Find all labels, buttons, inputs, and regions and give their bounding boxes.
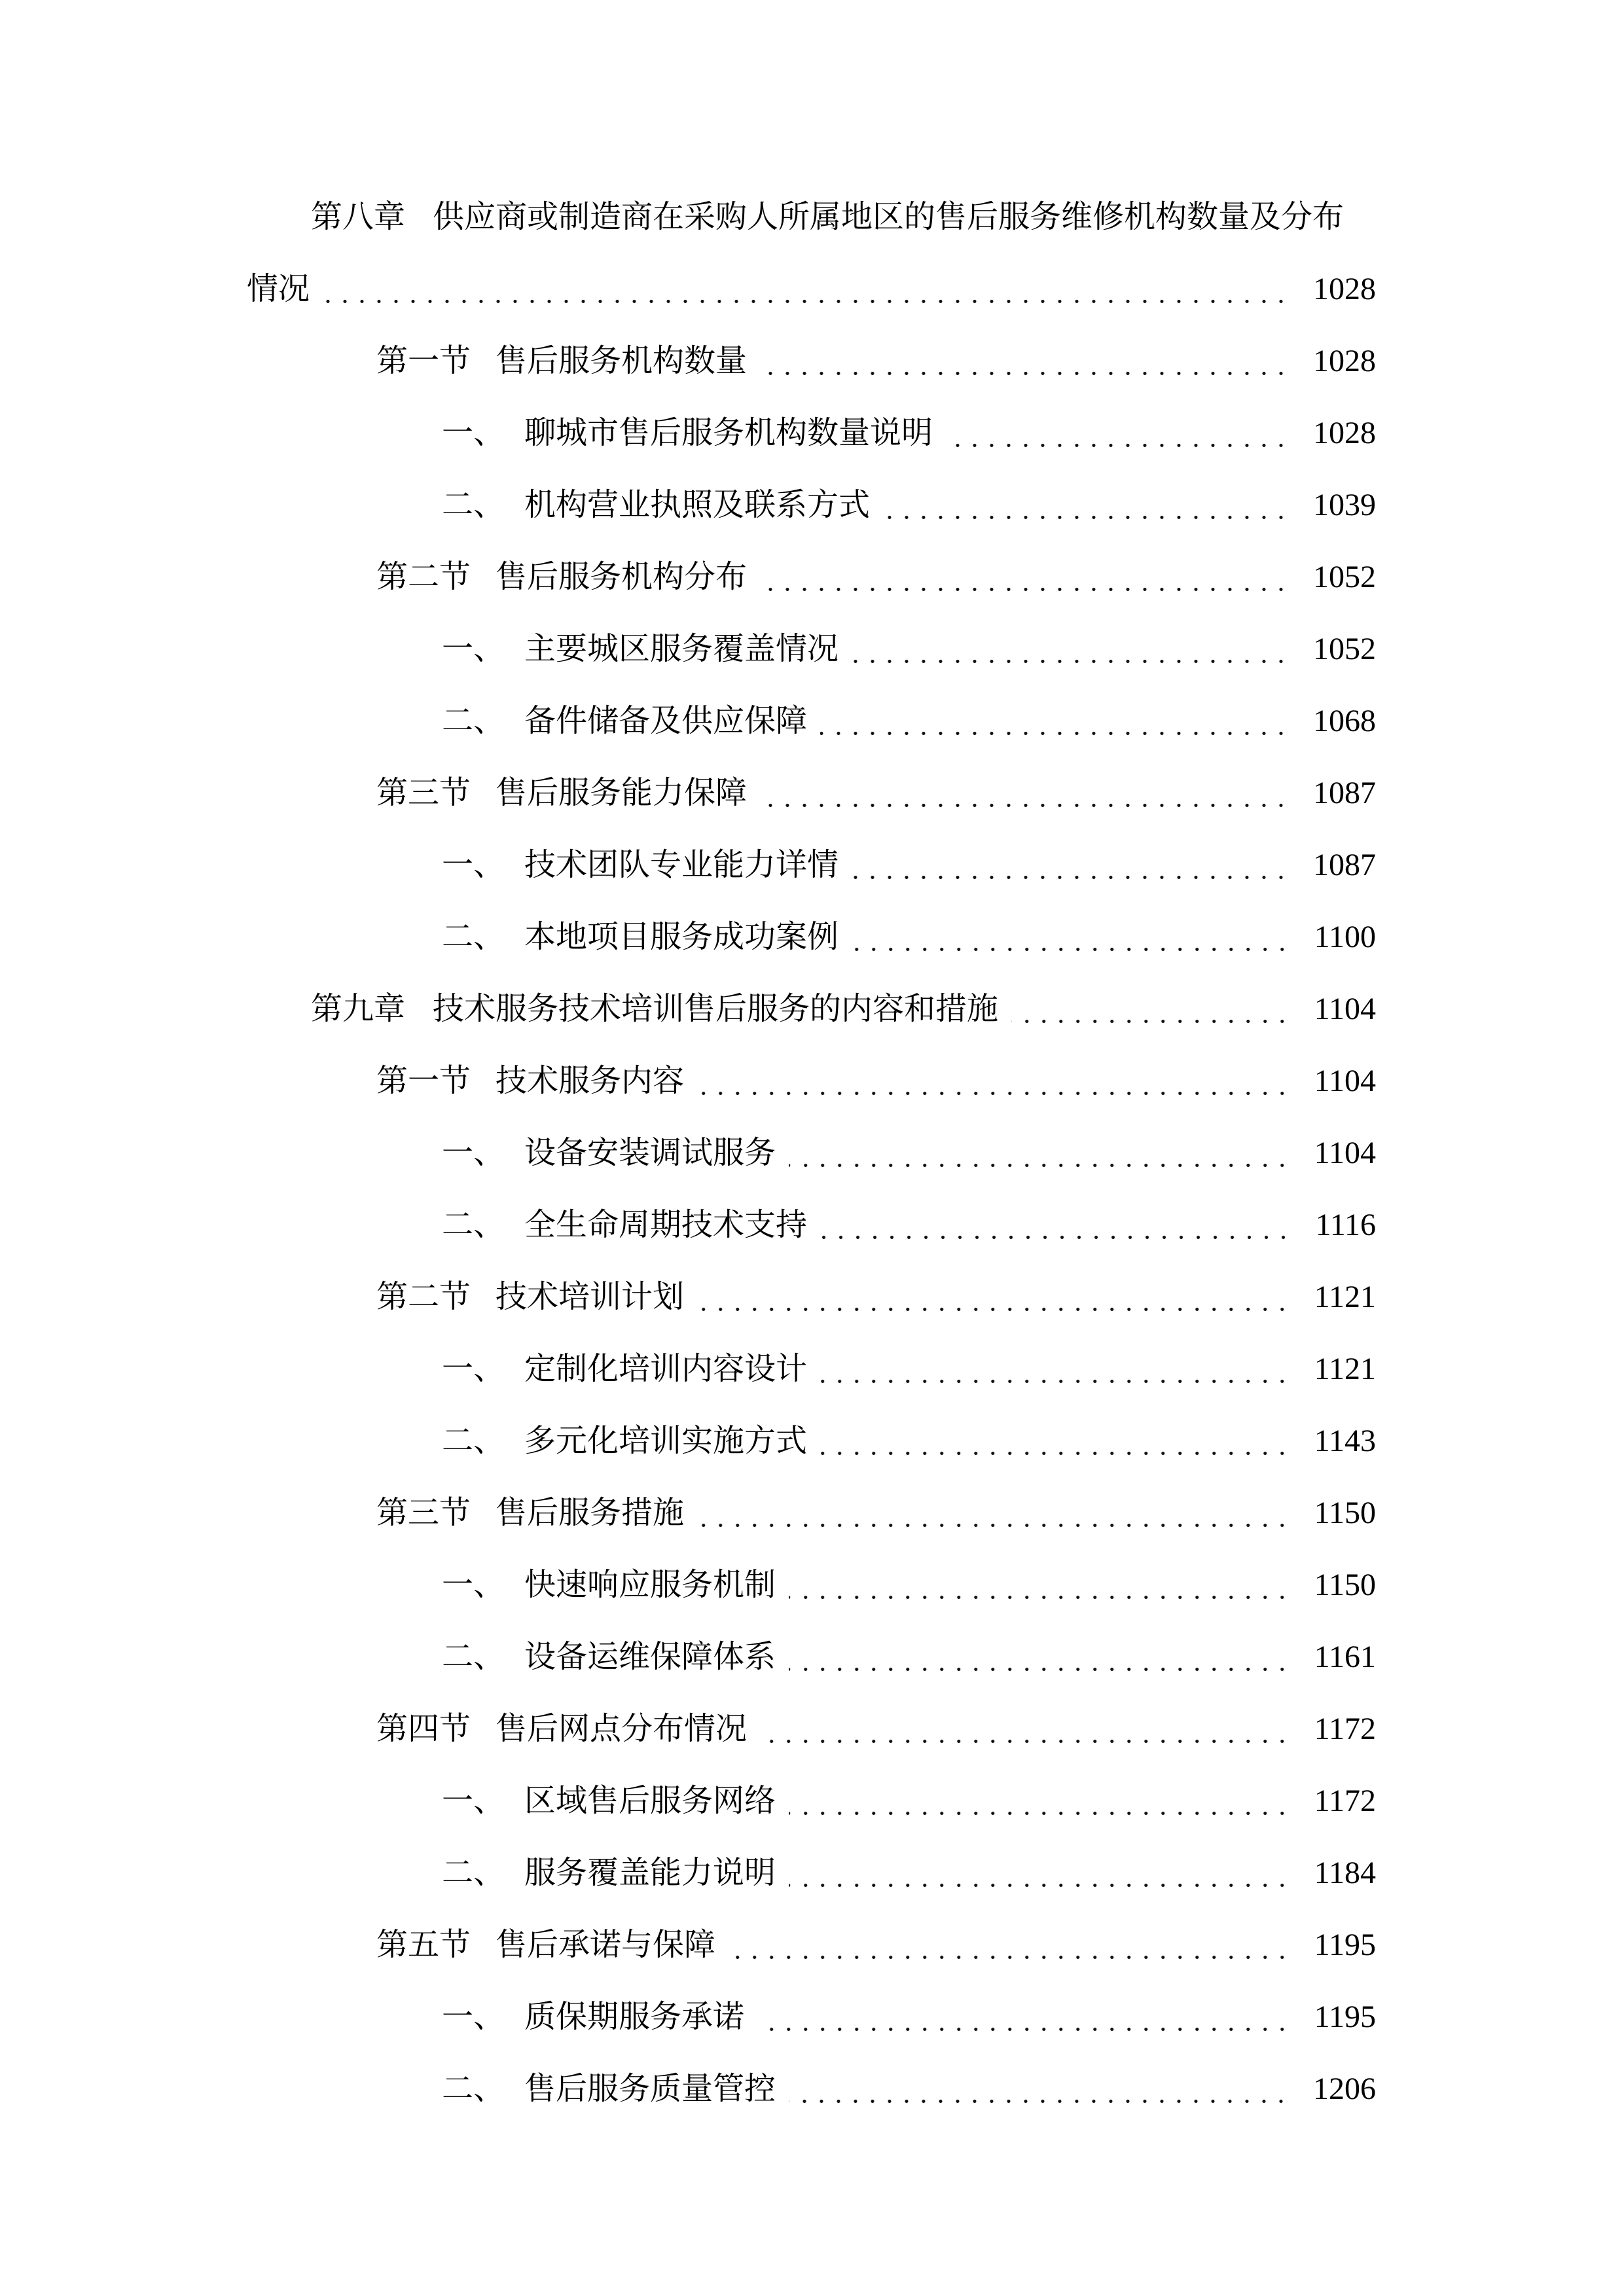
dot-leader	[760, 1693, 1291, 1765]
page-number: 1104	[1314, 992, 1376, 1026]
page-number: 1100	[1314, 920, 1376, 954]
item-label: 二、	[442, 1208, 505, 1242]
page-number: 1052	[1313, 632, 1376, 666]
dot-leader	[757, 1981, 1291, 2053]
item-label: 一、	[442, 1352, 505, 1386]
page-number: 1195	[1314, 1928, 1376, 1962]
entry-title: 聊城市售后服务机构数量说明	[524, 416, 933, 450]
item-label: 一、	[442, 2000, 505, 2034]
toc-line-section	[247, 1693, 1376, 1765]
dot-leader	[789, 1621, 1291, 1693]
dot-leader	[852, 613, 1290, 685]
toc-line-item	[247, 1333, 1376, 1405]
entry-title: 全生命周期技术支持	[524, 1208, 808, 1242]
section-label: 第一节	[376, 1064, 471, 1098]
section-label: 第五节	[376, 1928, 471, 1962]
dot-leader	[820, 1405, 1291, 1477]
page-number: 1052	[1313, 560, 1376, 594]
dot-leader	[820, 685, 1290, 757]
entry-title: 售后服务机构数量	[496, 344, 748, 378]
page-number: 1028	[1313, 272, 1376, 306]
item-label: 二、	[442, 704, 505, 738]
toc-line-item	[247, 1189, 1376, 1261]
toc-line-item	[247, 1837, 1376, 1909]
item-label: 二、	[442, 488, 505, 522]
section-label: 第二节	[376, 560, 471, 594]
page-number: 1195	[1314, 2000, 1376, 2034]
dot-leader	[760, 541, 1290, 613]
page-number: 1184	[1314, 1856, 1376, 1890]
chapter-label: 第九章	[311, 992, 406, 1026]
section-label: 第三节	[376, 776, 471, 810]
item-label: 二、	[442, 1424, 505, 1458]
entry-title: 售后网点分布情况	[496, 1712, 748, 1746]
entry-title: 备件储备及供应保障	[524, 704, 808, 738]
item-label: 一、	[442, 416, 505, 450]
toc-line-chapter-8	[247, 181, 1376, 253]
entry-title: 售后服务能力保障	[496, 776, 748, 810]
entry-title: 设备运维保障体系	[524, 1640, 776, 1674]
toc-line-section	[247, 1909, 1376, 1981]
toc-line-item	[247, 1981, 1376, 2053]
page-number: 1028	[1313, 416, 1376, 450]
dot-leader	[852, 901, 1291, 973]
dot-leader	[789, 1765, 1291, 1837]
page-number: 1039	[1313, 488, 1376, 522]
dot-leader	[697, 1045, 1291, 1117]
page-number: 1104	[1314, 1064, 1376, 1098]
page-number: 1121	[1314, 1352, 1376, 1386]
page-number: 1116	[1315, 1208, 1376, 1242]
entry-title: 售后服务措施	[496, 1496, 685, 1530]
entry-title: 技术服务内容	[496, 1064, 685, 1098]
page-number: 1087	[1313, 848, 1376, 882]
toc-line-item	[247, 685, 1376, 757]
toc-line-item	[247, 901, 1376, 973]
toc-line-item	[247, 469, 1376, 541]
entry-title: 服务覆盖能力说明	[524, 1856, 776, 1890]
entry-title: 本地项目服务成功案例	[524, 920, 839, 954]
dot-leader	[946, 397, 1290, 469]
entry-title: 设备安装调试服务	[524, 1136, 776, 1170]
toc-line-section	[247, 325, 1376, 397]
entry-title: 区域售后服务网络	[524, 1784, 776, 1818]
item-label: 二、	[442, 1856, 505, 1890]
item-label: 一、	[442, 848, 505, 882]
dot-leader	[852, 829, 1290, 901]
entry-title: 定制化培训内容设计	[524, 1352, 808, 1386]
toc-line-item	[247, 613, 1376, 685]
chapter-label: 第八章	[311, 200, 406, 234]
item-label: 一、	[442, 1136, 505, 1170]
page-number: 1104	[1314, 1136, 1376, 1170]
page-number: 1121	[1314, 1280, 1376, 1314]
dot-leader	[729, 1909, 1291, 1981]
entry-title: 情况	[247, 272, 310, 306]
toc-line-item	[247, 1549, 1376, 1621]
toc-line-item	[247, 397, 1376, 469]
dot-leader	[883, 469, 1290, 541]
entry-title: 售后承诺与保障	[496, 1928, 716, 1962]
page-number: 1028	[1313, 344, 1376, 378]
page-number: 1150	[1314, 1496, 1376, 1530]
page-number: 1150	[1314, 1568, 1376, 1602]
entry-title: 主要城区服务覆盖情况	[524, 632, 839, 666]
dot-leader	[789, 2053, 1290, 2125]
item-label: 一、	[442, 632, 505, 666]
section-label: 第四节	[376, 1712, 471, 1746]
dot-leader	[789, 1549, 1291, 1621]
dot-leader	[697, 1477, 1291, 1549]
section-label: 第二节	[376, 1280, 471, 1314]
toc-line-item	[247, 829, 1376, 901]
entry-title: 技术服务技术培训售后服务的内容和措施	[433, 992, 999, 1026]
page-number: 1172	[1314, 1712, 1376, 1746]
dot-leader	[789, 1117, 1291, 1189]
entry-title: 快速响应服务机制	[524, 1568, 776, 1602]
entry-title: 售后服务质量管控	[524, 2072, 776, 2106]
page-number: 1161	[1314, 1640, 1376, 1674]
entry-title: 供应商或制造商在采购人所属地区的售后服务维修机构数量及分布	[433, 200, 1344, 234]
entry-title: 技术团队专业能力详情	[524, 848, 839, 882]
page-number: 1087	[1313, 776, 1376, 810]
toc-line-item	[247, 1405, 1376, 1477]
entry-title: 技术培训计划	[496, 1280, 685, 1314]
entry-title: 多元化培训实施方式	[524, 1424, 808, 1458]
item-label: 一、	[442, 1784, 505, 1818]
page-number: 1206	[1313, 2072, 1376, 2106]
toc-line-item	[247, 2053, 1376, 2125]
toc-line-section	[247, 1477, 1376, 1549]
section-label: 第三节	[376, 1496, 471, 1530]
page-number: 1172	[1314, 1784, 1376, 1818]
item-label: 二、	[442, 1640, 505, 1674]
toc-line-item	[247, 1117, 1376, 1189]
item-label: 二、	[442, 920, 505, 954]
dot-leader	[1011, 973, 1291, 1045]
entry-title: 机构营业执照及联系方式	[524, 488, 871, 522]
dot-leader	[820, 1333, 1291, 1405]
dot-leader	[760, 325, 1290, 397]
section-label: 第一节	[376, 344, 471, 378]
dot-leader	[789, 1837, 1291, 1909]
toc-line-chapter-9	[247, 973, 1376, 1045]
toc-line-item	[247, 1765, 1376, 1837]
entry-title: 质保期服务承诺	[524, 2000, 745, 2034]
toc-line-section	[247, 1045, 1376, 1117]
item-label: 二、	[442, 2072, 505, 2106]
dot-leader	[323, 253, 1290, 325]
page-number: 1143	[1314, 1424, 1376, 1458]
dot-leader	[820, 1189, 1292, 1261]
dot-leader	[760, 757, 1290, 829]
toc-line-section	[247, 1261, 1376, 1333]
dot-leader	[697, 1261, 1291, 1333]
entry-title: 售后服务机构分布	[496, 560, 748, 594]
toc-line-chapter-8-cont	[247, 253, 1376, 325]
toc-line-section	[247, 757, 1376, 829]
page-number: 1068	[1313, 704, 1376, 738]
item-label: 一、	[442, 1568, 505, 1602]
toc-line-section	[247, 541, 1376, 613]
toc-line-item	[247, 1621, 1376, 1693]
